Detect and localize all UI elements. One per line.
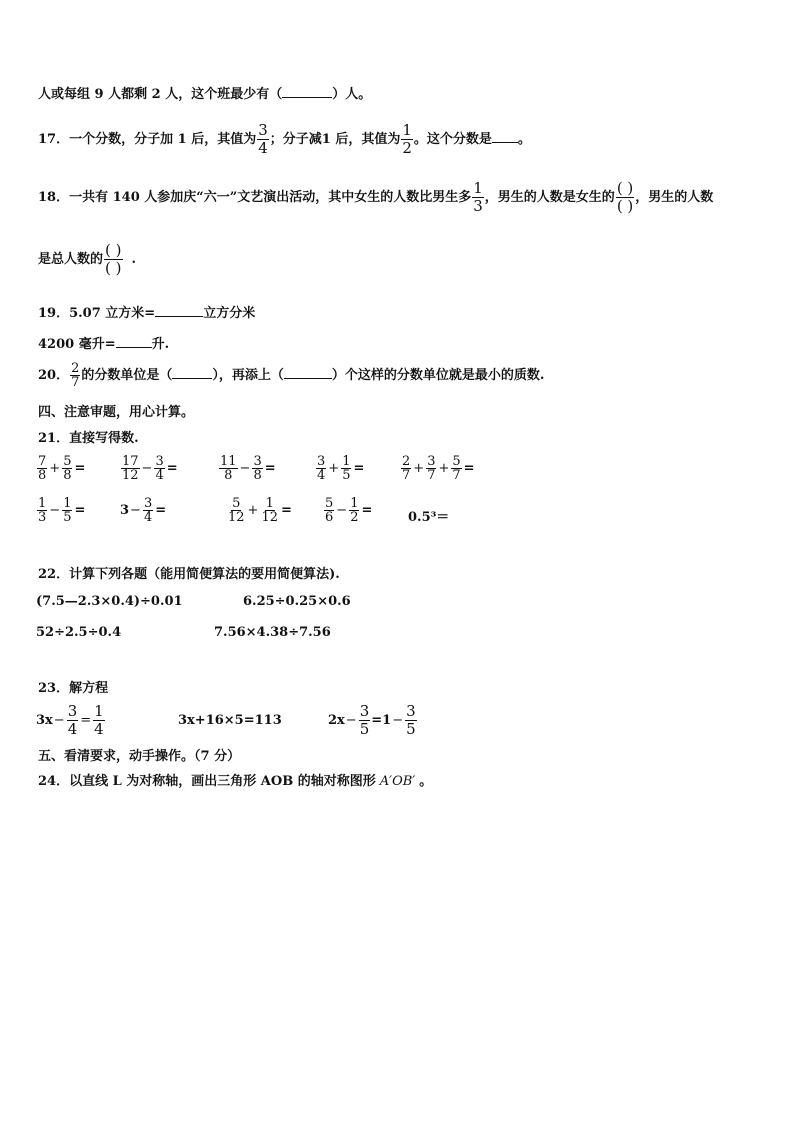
question-24 — [38, 770, 432, 789]
q16-tail-line — [38, 83, 371, 102]
q21-r1-expr-4[interactable]: $\frac{3}{4}$ + $\frac{1}{5}$ = — [317, 454, 365, 483]
q16-text-after: ）人。 — [332, 87, 372, 102]
q18-text-2: ，男生的人数是女生的 — [484, 190, 615, 205]
q19-number: 19． — [38, 306, 70, 321]
question-18 — [38, 180, 713, 215]
q18-answer-fraction-1[interactable]: $\frac{( )}{( )}$ — [616, 179, 634, 215]
q18-number: 18． — [38, 190, 70, 205]
q20-text-3: ）个这样的分数单位就是最小的质数. — [331, 368, 545, 383]
q21-r1-expr-5[interactable]: $\frac{2}{7}$ + $\frac{3}{7}$ + $\frac{5}{7}$ = — [402, 454, 475, 483]
question-20 — [38, 362, 544, 389]
q22-expr-2[interactable]: 6.25÷0.25×0.6 — [243, 594, 351, 609]
q18-fraction-1: $\frac{1}{3}$ — [473, 179, 483, 215]
q22-expr-4[interactable]: 7.56×4.38÷7.56 — [214, 625, 331, 640]
q19-answer-blank-1[interactable] — [155, 304, 203, 317]
q19-text-1: 5.07 立方米= — [69, 306, 156, 321]
q21-r2-expr-1[interactable]: $\frac{1}{3}$ − $\frac{1}{5}$ = — [38, 496, 86, 525]
question-17 — [38, 122, 531, 157]
q21-r1-expr-1[interactable]: $\frac{7}{8}$ + $\frac{5}{8}$ = — [38, 454, 86, 483]
q20-text-1: 的分数单位是（ — [81, 368, 173, 383]
q19-answer-blank-2[interactable] — [116, 335, 152, 348]
q17-answer-blank[interactable] — [492, 130, 518, 143]
q18-text-3: ，男生的人数 — [635, 190, 714, 205]
q20-fraction: $\frac{2}{7}$ — [71, 361, 80, 390]
q22-expr-3[interactable]: 52÷2.5÷0.4 — [36, 625, 122, 640]
q24-end: 。 — [419, 774, 433, 789]
q21-r2-expr-4[interactable]: $\frac{5}{6}$ − $\frac{1}{2}$ = — [325, 496, 373, 525]
question-19-line-1 — [38, 302, 255, 321]
q21-r1-expr-3[interactable]: $\frac{11}{8}$ − $\frac{3}{8}$ = — [220, 454, 276, 483]
q22-expr-1[interactable]: (7.5—2.3×0.4)÷0.01 — [36, 594, 183, 609]
q24-math: A′OB′ — [379, 774, 416, 789]
question-18-cont — [38, 242, 136, 277]
q19-text-2: 立方分米 — [203, 306, 256, 321]
q19-text-3: 4200 毫升= — [38, 337, 116, 352]
q20-number: 20． — [38, 368, 70, 383]
section-4-heading: 四、注意审题，用心计算。 — [38, 405, 195, 420]
q23-equation-3[interactable]: 2x− $\frac{3}{5}$ =1− $\frac{3}{5}$ — [328, 702, 416, 738]
q17-fraction-1: $\frac{3}{4}$ — [258, 121, 268, 157]
q24-text: 24．以直线 L 为对称轴，画出三角形 AOB 的轴对称图形 — [38, 774, 376, 789]
q23-equation-2[interactable]: 3x+16×5=113 — [178, 713, 282, 728]
section-5-heading: 五、看清要求，动手操作。（7 分） — [38, 749, 241, 764]
q21-r2-expr-3[interactable]: $\frac{5}{12}$ + $\frac{1}{12}$ = — [228, 496, 292, 525]
q18-answer-fraction-2[interactable]: $\frac{( )}{( )}$ — [105, 241, 122, 277]
q17-text-4: 。 — [517, 132, 531, 147]
q18-text-1: 一共有 140 人参加庆“六一”文艺演出活动，其中女生的人数比男生多 — [69, 190, 472, 205]
q16-answer-blank[interactable] — [282, 85, 332, 98]
q17-text-3: 。这个分数是 — [413, 132, 492, 147]
q21-title: 21．直接写得数. — [38, 431, 139, 446]
q21-r2-expr-5[interactable]: 0.5³＝ — [408, 510, 450, 525]
q20-text-2: ），再添上（ — [212, 368, 284, 383]
q21-r1-expr-2[interactable]: $\frac{17}{12}$ − $\frac{3}{4}$ = — [122, 454, 178, 483]
q16-text-before: 人或每组 9 人都剩 2 人，这个班最少有（ — [38, 87, 283, 102]
question-19-line-2 — [38, 333, 169, 352]
q17-number: 17． — [38, 132, 70, 147]
q20-answer-blank-2[interactable] — [284, 366, 332, 379]
q20-answer-blank-1[interactable] — [172, 366, 212, 379]
q17-text-1: 一个分数，分子加 1 后，其值为 — [69, 132, 257, 147]
q22-title: 22．计算下列各题（能用简便算法的要用简便算法). — [38, 567, 340, 582]
q23-equation-1[interactable]: 3x− $\frac{3}{4}$ = $\frac{1}{4}$ — [36, 702, 104, 738]
q23-title: 23．解方程 — [38, 681, 109, 696]
q17-fraction-2: $\frac{1}{2}$ — [402, 121, 412, 157]
q17-text-2: ；分子减1 后，其值为 — [269, 132, 401, 147]
q18-text-4: 是总人数的 — [38, 252, 104, 267]
q18-text-5: . — [131, 252, 137, 267]
q19-text-4: 升. — [151, 337, 170, 352]
q21-r2-expr-2[interactable]: 3− $\frac{3}{4}$ = — [120, 496, 167, 525]
